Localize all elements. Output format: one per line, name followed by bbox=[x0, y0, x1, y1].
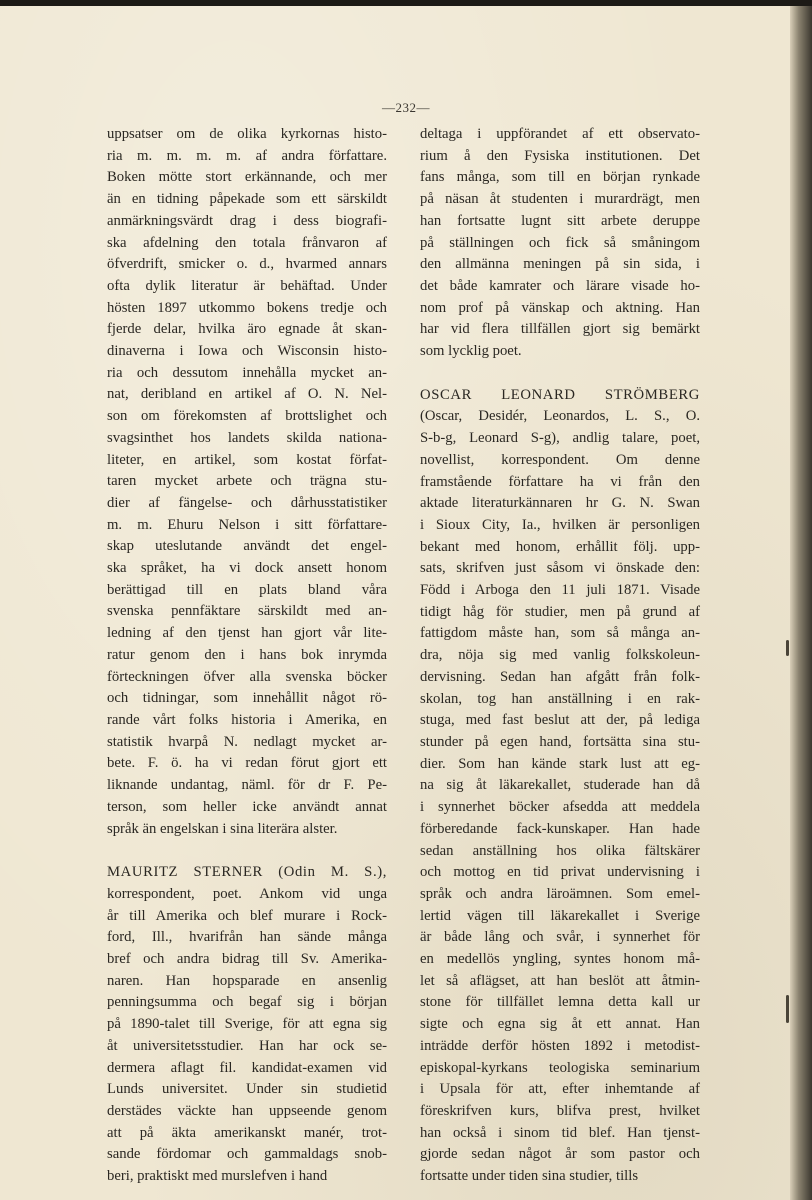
text-line: liteter, en artikel, som kostat förfat- bbox=[107, 451, 387, 468]
text-line: sats, skrifven just såsom vi önskade den: bbox=[420, 560, 700, 577]
scan-mark bbox=[786, 640, 789, 656]
text-line: ria m. m. m. m. af andra författare. bbox=[107, 147, 387, 164]
text-line: lertid vägen till läkarekallet i Sverige bbox=[420, 907, 700, 924]
text-line: korrespondent, poet. Ankom vid unga bbox=[107, 885, 387, 902]
text-line: gjorde sedan något år som pastor och bbox=[420, 1146, 700, 1163]
text-line: än en tidning påpekade som ett särskildt bbox=[107, 191, 387, 208]
text-line: framstående författare ha vi från den bbox=[420, 473, 700, 490]
text-line: är både lång och svår, i synnerhet för bbox=[420, 929, 700, 946]
text-line: son om förekomsten af brottslighet och bbox=[107, 408, 387, 425]
text-line: dier. Som han kände stark lust att eg- bbox=[420, 755, 700, 772]
text-line: i synnerhet böcker afsedda att meddela bbox=[420, 799, 700, 816]
text-line: S-b-g, Leonard S-g), andlig talare, poet, bbox=[420, 430, 700, 447]
text-line: och mottog en tid privat undervisning i bbox=[420, 864, 700, 881]
text-line: språk än engelskan i sina literära alster. bbox=[107, 820, 338, 837]
text-line: penningsumma och begaf sig i början bbox=[107, 994, 387, 1011]
text-line: fattigdom måste han, som så många an- bbox=[420, 625, 700, 642]
text-line: derstädes väckte han uppseende genom bbox=[107, 1102, 387, 1119]
text-line: tidigt håg för studier, men på grund af bbox=[420, 603, 700, 620]
text-line: att på äkta amerikanskt manér, trot- bbox=[107, 1124, 387, 1141]
text-line: let så aflägset, att han beslöt att åtmin- bbox=[420, 972, 700, 989]
text-line: dinaverna i Iowa och Wisconsin histo- bbox=[107, 343, 387, 360]
text-line: aktade literaturkännaren hr G. N. Swan bbox=[420, 495, 700, 512]
right-column bbox=[420, 124, 700, 1188]
text-line: ska språket, ha vi dock ansett honom bbox=[107, 560, 387, 577]
text-line: på näsan åt studenten i murardrägt, men bbox=[420, 191, 700, 208]
text-line: han också i sinom tid blef. Han tjenst- bbox=[420, 1124, 700, 1141]
text-line: föreskrifven kurs, blifva prest, hvilket bbox=[420, 1102, 700, 1119]
text-line: och tidningar, som innehållit något rö- bbox=[107, 690, 387, 707]
text-line: Lunds universitet. Under sin studietid bbox=[107, 1081, 387, 1098]
text-line: beri, praktiskt med murslefven i hand bbox=[107, 1168, 328, 1185]
text-line: ledning af den tjenst han gjort vår lite- bbox=[107, 625, 387, 642]
text-line: den allmänna meningen på sin sida, i bbox=[420, 256, 700, 273]
text-line: berättigad till en plats bland våra bbox=[107, 581, 387, 598]
paragraph-sterner-continued bbox=[420, 124, 700, 363]
text-line: språk och andra läroämnen. Som emel- bbox=[420, 885, 700, 902]
text-line: fortsatte under tiden sina studier, tills bbox=[420, 1168, 639, 1185]
text-line: i Upsala för att, efter inhemtande af bbox=[420, 1081, 700, 1098]
text-line: nat, deribland en artikel af O. N. Nel- bbox=[107, 386, 387, 403]
text-line: bekant med honom, erhållit följ. upp- bbox=[420, 538, 700, 555]
text-line: han fortsatte lugnt sitt arbete deruppe bbox=[420, 212, 700, 229]
text-line: förberedande fack-kunskaper. Han hade bbox=[420, 820, 700, 837]
text-line: det både kamrater och lärare visade ho- bbox=[420, 277, 700, 294]
text-line: ratur genom den i hans bok inrymda bbox=[107, 646, 387, 663]
text-line: hösten 1897 utkommo bokens tredje och bbox=[107, 299, 387, 316]
text-line: sigte och egna sig åt ett annat. Han bbox=[420, 1016, 700, 1033]
text-line: dervisning. Sedan han afgått från folk- bbox=[420, 668, 700, 685]
text-line: rium å den Fysiska institutionen. Det bbox=[420, 147, 700, 164]
text-line: ska afdelning den totala frånvaron af bbox=[107, 234, 387, 251]
text-line: episkopal-kyrkans teologiska seminarium bbox=[420, 1059, 700, 1076]
paragraph-oscar-stromberg bbox=[420, 385, 700, 1188]
text-line: (Oscar, Desidér, Leonardos, L. S., O. bbox=[420, 408, 700, 425]
text-line: na sig åt läkarekallet, studerade han då bbox=[420, 777, 700, 794]
text-line: en medellös yngling, syntes honom må- bbox=[420, 951, 700, 968]
text-line: stuga, med fast beslut att der, på lediga bbox=[420, 712, 700, 729]
text-line: har vid flera tillfällen gjort sig bemärkt bbox=[420, 321, 700, 338]
text-line: m. m. Ehuru Nelson i sitt författare- bbox=[107, 516, 387, 533]
text-line: ofta dylik literatur är behäftad. Under bbox=[107, 277, 387, 294]
text-line: i Sioux City, Ia., hvilken är personligen bbox=[420, 516, 700, 533]
text-line: ria och dessutom innehålla mycket an- bbox=[107, 364, 387, 381]
scan-mark bbox=[786, 995, 789, 1023]
text-line: svenska pennfäktare särskildt med an- bbox=[107, 603, 387, 620]
text-line: novellist, korrespondent. Om denne bbox=[420, 451, 700, 468]
text-line: OSCAR LEONARD STRÖMBERG bbox=[420, 386, 700, 403]
page-number: —232— bbox=[382, 100, 430, 115]
text-line: bref och andra bidrag till Sv. Amerika- bbox=[107, 951, 387, 968]
paragraph-library-history bbox=[107, 124, 387, 840]
text-line: stunder på egen hand, fortsätta sina stu- bbox=[420, 733, 700, 750]
scan-right-edge bbox=[790, 6, 812, 1200]
text-line: som lycklig poet. bbox=[420, 343, 522, 360]
text-line: MAURITZ STERNER (Odin M. S.), bbox=[107, 864, 387, 881]
text-line: skap uteslutande användt det engel- bbox=[107, 538, 387, 555]
text-line: ford, Ill., hvarifrån han sände många bbox=[107, 929, 387, 946]
paragraph-mauritz-sterner bbox=[107, 862, 387, 1188]
text-line: inträdde derför hösten 1892 i metodist- bbox=[420, 1037, 700, 1054]
text-line: bete. F. ö. ha vi redan förut gjort ett bbox=[107, 755, 387, 772]
text-line: nom prof på vänskap och aktning. Han bbox=[420, 299, 700, 316]
text-line: uppsatser om de olika kyrkornas histo- bbox=[107, 126, 387, 142]
text-line: taren mycket arbete och trägna stu- bbox=[107, 473, 387, 490]
text-line: dier af fängelse- och dårhusstatistiker bbox=[107, 494, 387, 511]
text-line: sande fördomar och gammaldags snob- bbox=[107, 1146, 387, 1163]
text-line: dra, nöja sig med vanlig folkskoleun- bbox=[420, 647, 700, 664]
left-column bbox=[107, 124, 387, 1188]
text-line: naren. Han hopsparade en ansenlig bbox=[107, 972, 387, 989]
text-line: sedan anställning hos olika fältskärer bbox=[420, 842, 700, 859]
text-line: fans många, som till en början rynkade bbox=[420, 169, 700, 186]
text-line: år till Amerika och blef murare i Rock- bbox=[107, 907, 387, 924]
text-line: stone för tillfället lemna detta kall ur bbox=[420, 994, 700, 1011]
text-line: Boken mötte stort erkännande, och mer bbox=[107, 169, 387, 186]
text-line: Född i Arboga den 11 juli 1871. Visade bbox=[420, 582, 700, 599]
text-line: åt universitetsstudier. Han har ock se- bbox=[107, 1037, 387, 1054]
text-line: förteckningen öfver alla svenska böcker bbox=[107, 668, 387, 685]
text-line: anmärkningsvärdt drag i dess biografi- bbox=[107, 212, 387, 229]
text-line: på ställningen och fick så småningom bbox=[420, 234, 700, 251]
text-line: fjerde delar, hvilka äro egnade åt skan- bbox=[107, 321, 387, 338]
text-line: terson, som heller icke användt annat bbox=[107, 798, 387, 815]
text-line: skolan, tog han anställning i en rak- bbox=[420, 690, 700, 707]
text-line: deltaga i uppförandet af ett observato- bbox=[420, 126, 700, 142]
text-line: svagsinthet hos landets skilda nationa- bbox=[107, 429, 387, 446]
text-line: rande vårt folks historia i Amerika, en bbox=[107, 711, 387, 728]
text-line: liknande undantag, näml. för dr F. Pe- bbox=[107, 777, 387, 794]
text-line: på 1890-talet till Sverige, för att egna sig bbox=[107, 1016, 387, 1033]
text-line: statistik hvarpå N. nedlagt mycket ar- bbox=[107, 733, 387, 750]
text-line: öfverdrift, smicker o. d., hvarmed annars bbox=[107, 256, 387, 273]
text-line: dermera aflagt fil. kandidat-examen vid bbox=[107, 1059, 387, 1076]
